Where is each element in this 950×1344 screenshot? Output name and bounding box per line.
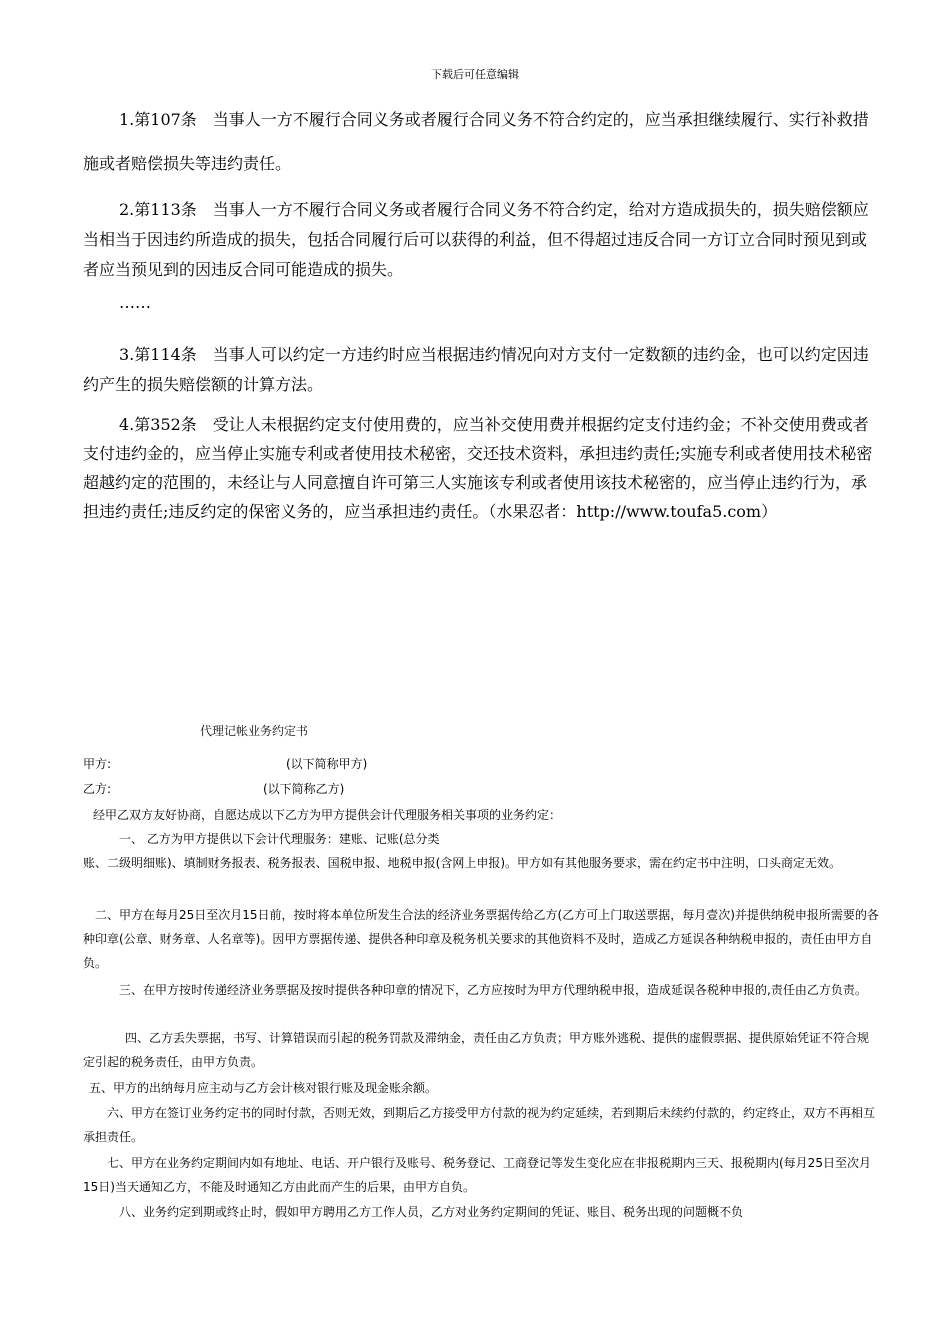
party-a-note: (以下简称甲方) (286, 757, 368, 771)
law-article-113: 2.第113条 当事人一方不履行合同义务或者履行合同义务不符合约定，给对方造成损失的，损失赔偿额应当相当于因违约所造成的损失，包括合同履行后可以获得的利益，但不得超过违反合同一方订立合同时预见到或者应当预见到的因违反合同可能造成的损失。 (83, 200, 869, 279)
party-b-label: 乙方: (83, 782, 112, 796)
party-a-line (83, 755, 368, 772)
ellipsis: …… (119, 293, 151, 312)
clause-2: 二、甲方在每月25日至次月15日前，按时将本单位所发生合法的经济业务票据传给乙方(乙方可上门取送票据，每月壹次)并提供纳税申报所需要的各种印章(公章、财务章、人名章等)。因甲方票据传递、提供各种印章及税务机关要求的其他资料不及时，造成乙方延误各种纳税申报的，责任由甲方自负。 (83, 908, 879, 970)
clause-7: 七、甲方在业务约定期间内如有地址、电话、开户银行及账号、税务登记、工商登记等发生变化应在非报税期内三天、报税期内(每月25日至次月15日)当天通知乙方，不能及时通知乙方由此而产生的后果，由甲方自负。 (83, 1156, 871, 1194)
law-article-114: 3.第114条 当事人可以约定一方违约时应当根据违约情况向对方支付一定数额的违约金，也可以约定因违约产生的损失赔偿额的计算方法。 (83, 345, 869, 394)
contract-intro: 经甲乙双方友好协商，自愿达成以下乙方为甲方提供会计代理服务相关事项的业务约定： (93, 808, 562, 822)
clause-6: 六、甲方在签订业务约定书的同时付款，否则无效，到期后乙方接受甲方付款的视为约定延续，若到期后未续约付款的，约定终止，双方不再相互承担责任。 (83, 1106, 876, 1144)
party-a-label: 甲方: (83, 757, 112, 771)
clause-1-body: 账、二级明细账)、填制财务报表、税务报表、国税申报、地税申报(含网上申报)。甲方如有其他服务要求，需在约定书中注明，口头商定无效。 (83, 856, 842, 870)
party-b-note: (以下简称乙方) (263, 782, 345, 796)
party-b-line (83, 780, 345, 797)
clause-5: 五、甲方的出纳每月应主动与乙方会计核对银行账及现金账余额。 (89, 1081, 438, 1095)
page-header: 下载后可任意编辑 (431, 68, 519, 81)
clause-3: 三、在甲方按时传递经济业务票据及按时提供各种印章的情况下，乙方应按时为甲方代理纳税申报，造成延误各税种申报的,责任由乙方负责。 (119, 983, 867, 997)
law-article-352: 4.第352条 受让人未根据约定支付使用费的，应当补交使用费并根据约定支付违约金；不补交使用费或者支付违约金的，应当停止实施专利或者使用技术秘密，交还技术资料，承担违约责任;实施专利或者使用技术秘密超越约定的范围的，未经让与人同意擅自许可第三人实施该专利或者使用该技术秘密的，应当停止违约行为，承担违约责任;违反约定的保密义务的，应当承担违约责任。（水果忍者：http://www.toufa5.com） (83, 415, 873, 521)
clause-1-head: 一、 乙方为甲方提供以下会计代理服务：建账、记账(总分类 (119, 832, 440, 846)
clause-4: 四、乙方丢失票据，书写、计算错误而引起的税务罚款及滞纳金，责任由乙方负责；甲方账外逃税、提供的虚假票据、提供原始凭证不符合规定引起的税务责任，由甲方负责。 (83, 1031, 870, 1069)
law-article-107: 1.第107条 当事人一方不履行合同义务或者履行合同义务不符合约定的，应当承担继续履行、实行补救措施或者赔偿损失等违约责任。 (83, 110, 869, 173)
clause-8: 八、业务约定到期或终止时，假如甲方聘用乙方工作人员，乙方对业务约定期间的凭证、账目、税务出现的问题概不负 (119, 1205, 744, 1219)
contract-title: 代理记帐业务约定书 (200, 724, 309, 738)
